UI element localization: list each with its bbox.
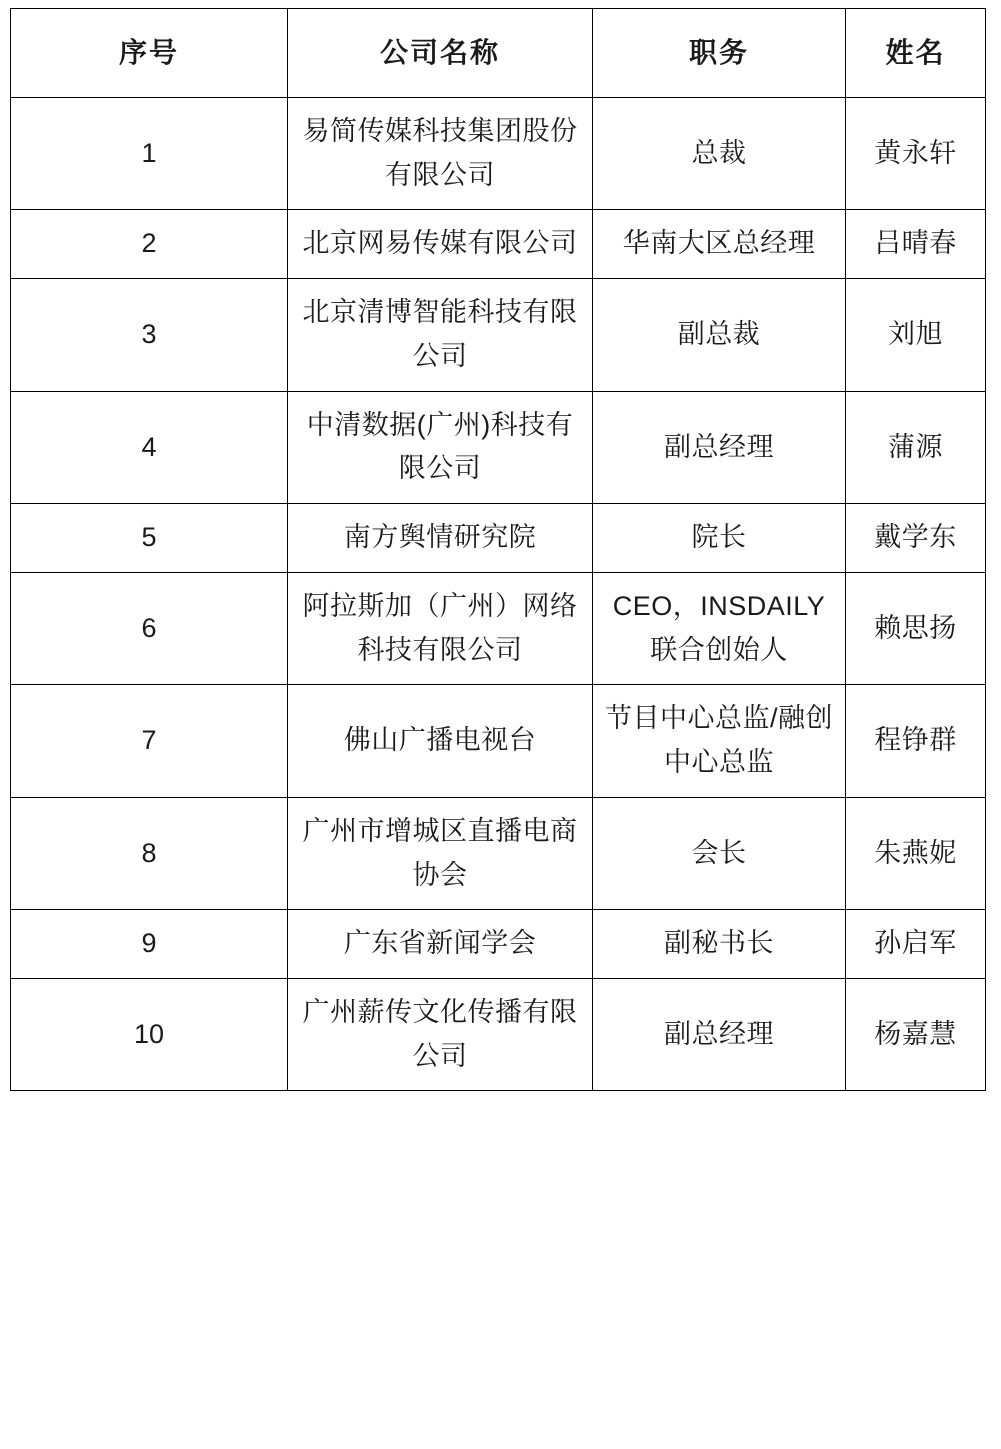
table-row	[11, 572, 986, 684]
table-row	[11, 391, 986, 503]
table-row	[11, 504, 986, 573]
cell-title: 华南大区总经理	[593, 210, 846, 279]
cell-title: 会长	[593, 797, 846, 909]
cell-name: 蒲源	[846, 391, 986, 503]
table-body	[11, 98, 986, 1091]
table-row	[11, 279, 986, 391]
cell-index: 6	[11, 572, 288, 684]
table-row	[11, 797, 986, 909]
table-row	[11, 98, 986, 210]
cell-index: 8	[11, 797, 288, 909]
cell-name: 孙启军	[846, 910, 986, 979]
cell-index: 7	[11, 685, 288, 797]
cell-title: 院长	[593, 504, 846, 573]
table-header	[11, 9, 986, 98]
cell-name: 黄永轩	[846, 98, 986, 210]
table-header-row	[11, 9, 986, 98]
cell-name: 杨嘉慧	[846, 979, 986, 1091]
cell-company: 佛山广播电视台	[288, 685, 593, 797]
cell-company: 北京网易传媒有限公司	[288, 210, 593, 279]
cell-company: 北京清博智能科技有限公司	[288, 279, 593, 391]
cell-title: 节目中心总监/融创中心总监	[593, 685, 846, 797]
cell-company: 广州市增城区直播电商协会	[288, 797, 593, 909]
column-header-title: 职务	[593, 9, 846, 98]
cell-name: 戴学东	[846, 504, 986, 573]
table-row	[11, 910, 986, 979]
table-row	[11, 210, 986, 279]
cell-title: 副秘书长	[593, 910, 846, 979]
table-row	[11, 979, 986, 1091]
participants-table	[10, 8, 986, 1091]
cell-index: 2	[11, 210, 288, 279]
cell-index: 4	[11, 391, 288, 503]
table-row	[11, 685, 986, 797]
cell-title: CEO，INSDAILY联合创始人	[593, 572, 846, 684]
cell-name: 程铮群	[846, 685, 986, 797]
cell-name: 吕晴春	[846, 210, 986, 279]
cell-index: 9	[11, 910, 288, 979]
cell-title: 副总裁	[593, 279, 846, 391]
cell-company: 中清数据(广州)科技有限公司	[288, 391, 593, 503]
cell-name: 赖思扬	[846, 572, 986, 684]
cell-company: 广州薪传文化传播有限公司	[288, 979, 593, 1091]
cell-index: 1	[11, 98, 288, 210]
cell-company: 南方舆情研究院	[288, 504, 593, 573]
cell-name: 刘旭	[846, 279, 986, 391]
cell-company: 易简传媒科技集团股份有限公司	[288, 98, 593, 210]
column-header-name: 姓名	[846, 9, 986, 98]
cell-name: 朱燕妮	[846, 797, 986, 909]
column-header-company: 公司名称	[288, 9, 593, 98]
cell-index: 5	[11, 504, 288, 573]
cell-company: 广东省新闻学会	[288, 910, 593, 979]
cell-index: 10	[11, 979, 288, 1091]
cell-title: 总裁	[593, 98, 846, 210]
column-header-index: 序号	[11, 9, 288, 98]
cell-title: 副总经理	[593, 979, 846, 1091]
cell-title: 副总经理	[593, 391, 846, 503]
cell-index: 3	[11, 279, 288, 391]
cell-company: 阿拉斯加（广州）网络科技有限公司	[288, 572, 593, 684]
